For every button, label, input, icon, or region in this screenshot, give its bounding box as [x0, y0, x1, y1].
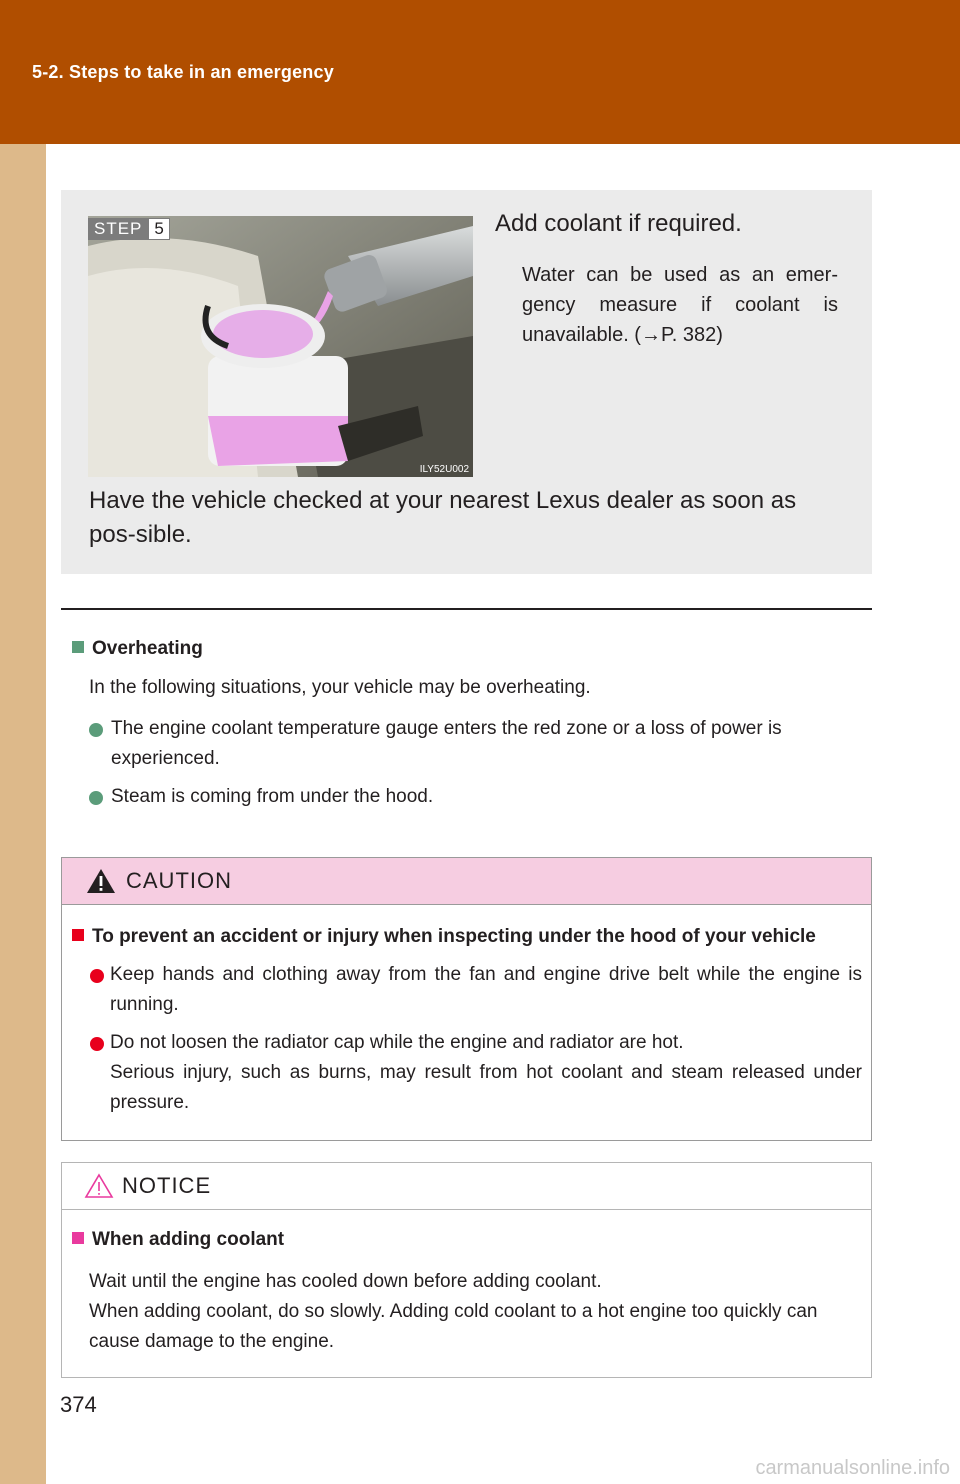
list-item-text: The engine coolant temperature gauge enters the red zone or a loss of power is experienced. [111, 718, 782, 769]
photo-code: ILY52U002 [419, 464, 469, 475]
bullet-dot-icon [89, 723, 103, 737]
notice-line: Wait until the engine has cooled down before adding coolant. [89, 1271, 602, 1292]
coolant-illustration [88, 216, 473, 477]
coolant-photo [88, 216, 473, 477]
overheating-heading [72, 638, 203, 660]
caution-title: To prevent an accident or injury when inspecting under the hood of your vehicle [92, 926, 816, 947]
list-item-text: Keep hands and clothing away from the fan and engine drive belt while the engine is running. [110, 964, 862, 1015]
caution-heading [72, 926, 816, 948]
list-item [90, 960, 862, 1020]
notice-heading [72, 1229, 284, 1251]
notice-header [62, 1163, 871, 1210]
overheating-intro: In the following situations, your vehicle may be overheating. [89, 677, 591, 698]
list-item [89, 714, 859, 774]
overheating-title: Overheating [92, 638, 203, 659]
section-title: 5-2. Steps to take in an emergency [32, 62, 334, 82]
step-detail: Water can be used as an emer-gency measure if coolant is unavailable. (→P. 382) [522, 264, 838, 346]
caution-label: CAUTION [126, 868, 232, 893]
square-bullet-icon [72, 929, 84, 941]
caution-box [61, 857, 872, 1141]
step-note: Have the vehicle checked at your nearest Lexus dealer as soon as pos-sible. [89, 487, 797, 548]
caution-header [62, 858, 871, 905]
list-item [89, 782, 859, 812]
list-item-text: Steam is coming from under the hood. [111, 786, 434, 807]
warning-triangle-icon [86, 868, 116, 894]
list-item-text: Do not loosen the radiator cap while the engine and radiator are hot. [110, 1032, 684, 1053]
list-item-text: Serious injury, such as burns, may result from hot coolant and steam released under pressure. [110, 1062, 862, 1113]
notice-label: NOTICE [122, 1173, 212, 1198]
step-label: STEP [88, 218, 148, 240]
notice-triangle-icon [84, 1173, 114, 1199]
left-margin-band [0, 0, 46, 1484]
bullet-dot-icon [90, 969, 104, 983]
watermark: carmanualsonline.info [755, 1457, 950, 1479]
square-bullet-icon [72, 1232, 84, 1244]
page-number: 374 [60, 1392, 97, 1417]
step-heading: Add coolant if required. [495, 210, 742, 237]
notice-text [89, 1267, 869, 1357]
section-divider [61, 608, 872, 610]
bullet-dot-icon [89, 791, 103, 805]
bullet-dot-icon [90, 1037, 104, 1051]
square-bullet-icon [72, 641, 84, 653]
notice-box [61, 1162, 872, 1378]
list-item [90, 1028, 862, 1118]
notice-title: When adding coolant [92, 1229, 285, 1250]
page-header [0, 0, 960, 144]
step-badge [88, 218, 170, 240]
notice-line: When adding coolant, do so slowly. Adding cold coolant to a hot engine too quickly can cause damage to the engine. [89, 1301, 818, 1352]
step-number: 5 [148, 218, 169, 240]
